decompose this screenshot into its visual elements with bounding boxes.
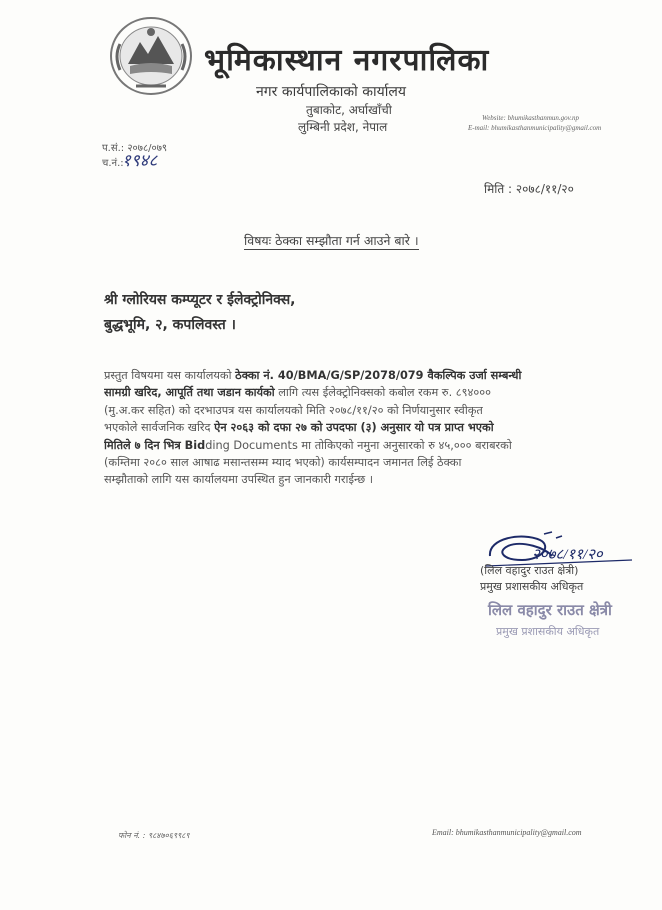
website-text: Website: bhumikasthanmun.gov.np	[482, 114, 580, 122]
dispatch-number-label: च.नं.:	[102, 158, 124, 169]
body-line: सम्झौताको लागि यस कार्यालयमा उपस्थित हुन जानकारी गराईन्छ ।	[104, 473, 374, 487]
recipient-address: बुद्धभूमि, २, कपलिवस्त ।	[104, 317, 236, 333]
footer-email: Email: bhumikasthanmunicipality@gmail.com	[432, 828, 582, 837]
header-email-text: E-mail: bhumikasthanmunicipality@gmail.com	[468, 124, 602, 132]
body-line: सामग्री खरिद, आपूर्ति तथा जडान कार्यको लागि त्यस ईलेक्ट्रोनिक्सको कबोल रकम रु. ८९४०००	[104, 386, 491, 400]
letter-subject: विषयः ठेक्का सम्झौता गर्न आउने बारे ।	[244, 233, 419, 248]
dispatch-number-handwritten: १९४८	[122, 151, 158, 170]
body-line: भएकोले सार्वजनिक खरिद ऐन २०६३ को दफा २७ को उपदफा (३) अनुसार यो पत्र प्राप्त भएको	[104, 421, 494, 435]
letter-date: मिति : २०७८/११/२०	[484, 182, 574, 196]
signatory-title: प्रमुख प्रशासकीय अधिकृत	[480, 580, 584, 593]
recipient-name: श्री ग्लोरियस कम्प्यूटर र ईलेक्ट्रोनिक्स,	[104, 292, 296, 308]
letter-reference-number: प.सं.: २०७८/०७९	[102, 143, 168, 154]
stamp-signatory-title: प्रमुख प्रशासकीय अधिकृत	[496, 625, 600, 638]
footer-phone: फोन नं. : ९८४७०६९९८९	[118, 831, 190, 840]
address-line-1: तुबाकोट, अर्घाखाँची	[306, 103, 392, 117]
signature-date-handwritten: २०७८/११/२०	[532, 547, 603, 563]
office-title: भूमिकास्थान नगरपालिका	[204, 43, 490, 78]
body-line: मितिले ७ दिन भित्र Bidding Documents मा तोकिएको नमुना अनुसारको रु ४५,००० बराबरको	[104, 438, 512, 452]
stamp-signatory-name: लिल वहादुर राउत क्षेत्री	[488, 601, 612, 619]
address-line-2: लुम्बिनी प्रदेश, नेपाल	[298, 120, 388, 134]
body-line: प्रस्तुत विषयमा यस कार्यालयको ठेक्का नं. 40/BMA/G/SP/2078/079 वैकल्पिक उर्जा सम्बन्धी	[104, 369, 522, 382]
body-line: (मु.अ.कर सहित) को दरभाउपत्र यस कार्यालयको मिति २०७८/११/२० को निर्णयानुसार स्वीकृत	[104, 403, 483, 417]
municipality-emblem-icon	[106, 14, 196, 98]
letter-body	[104, 367, 616, 489]
office-subtitle: नगर कार्यपालिकाको कार्यालय	[256, 84, 406, 100]
signatory-name: (लिल वहादुर राउत क्षेत्री)	[480, 564, 579, 577]
body-line: (कम्तिमा २०८० साल आषाढ मसान्तसम्म म्याद भएको) कार्यसम्पादन जमानत लिई ठेक्का	[104, 456, 462, 470]
